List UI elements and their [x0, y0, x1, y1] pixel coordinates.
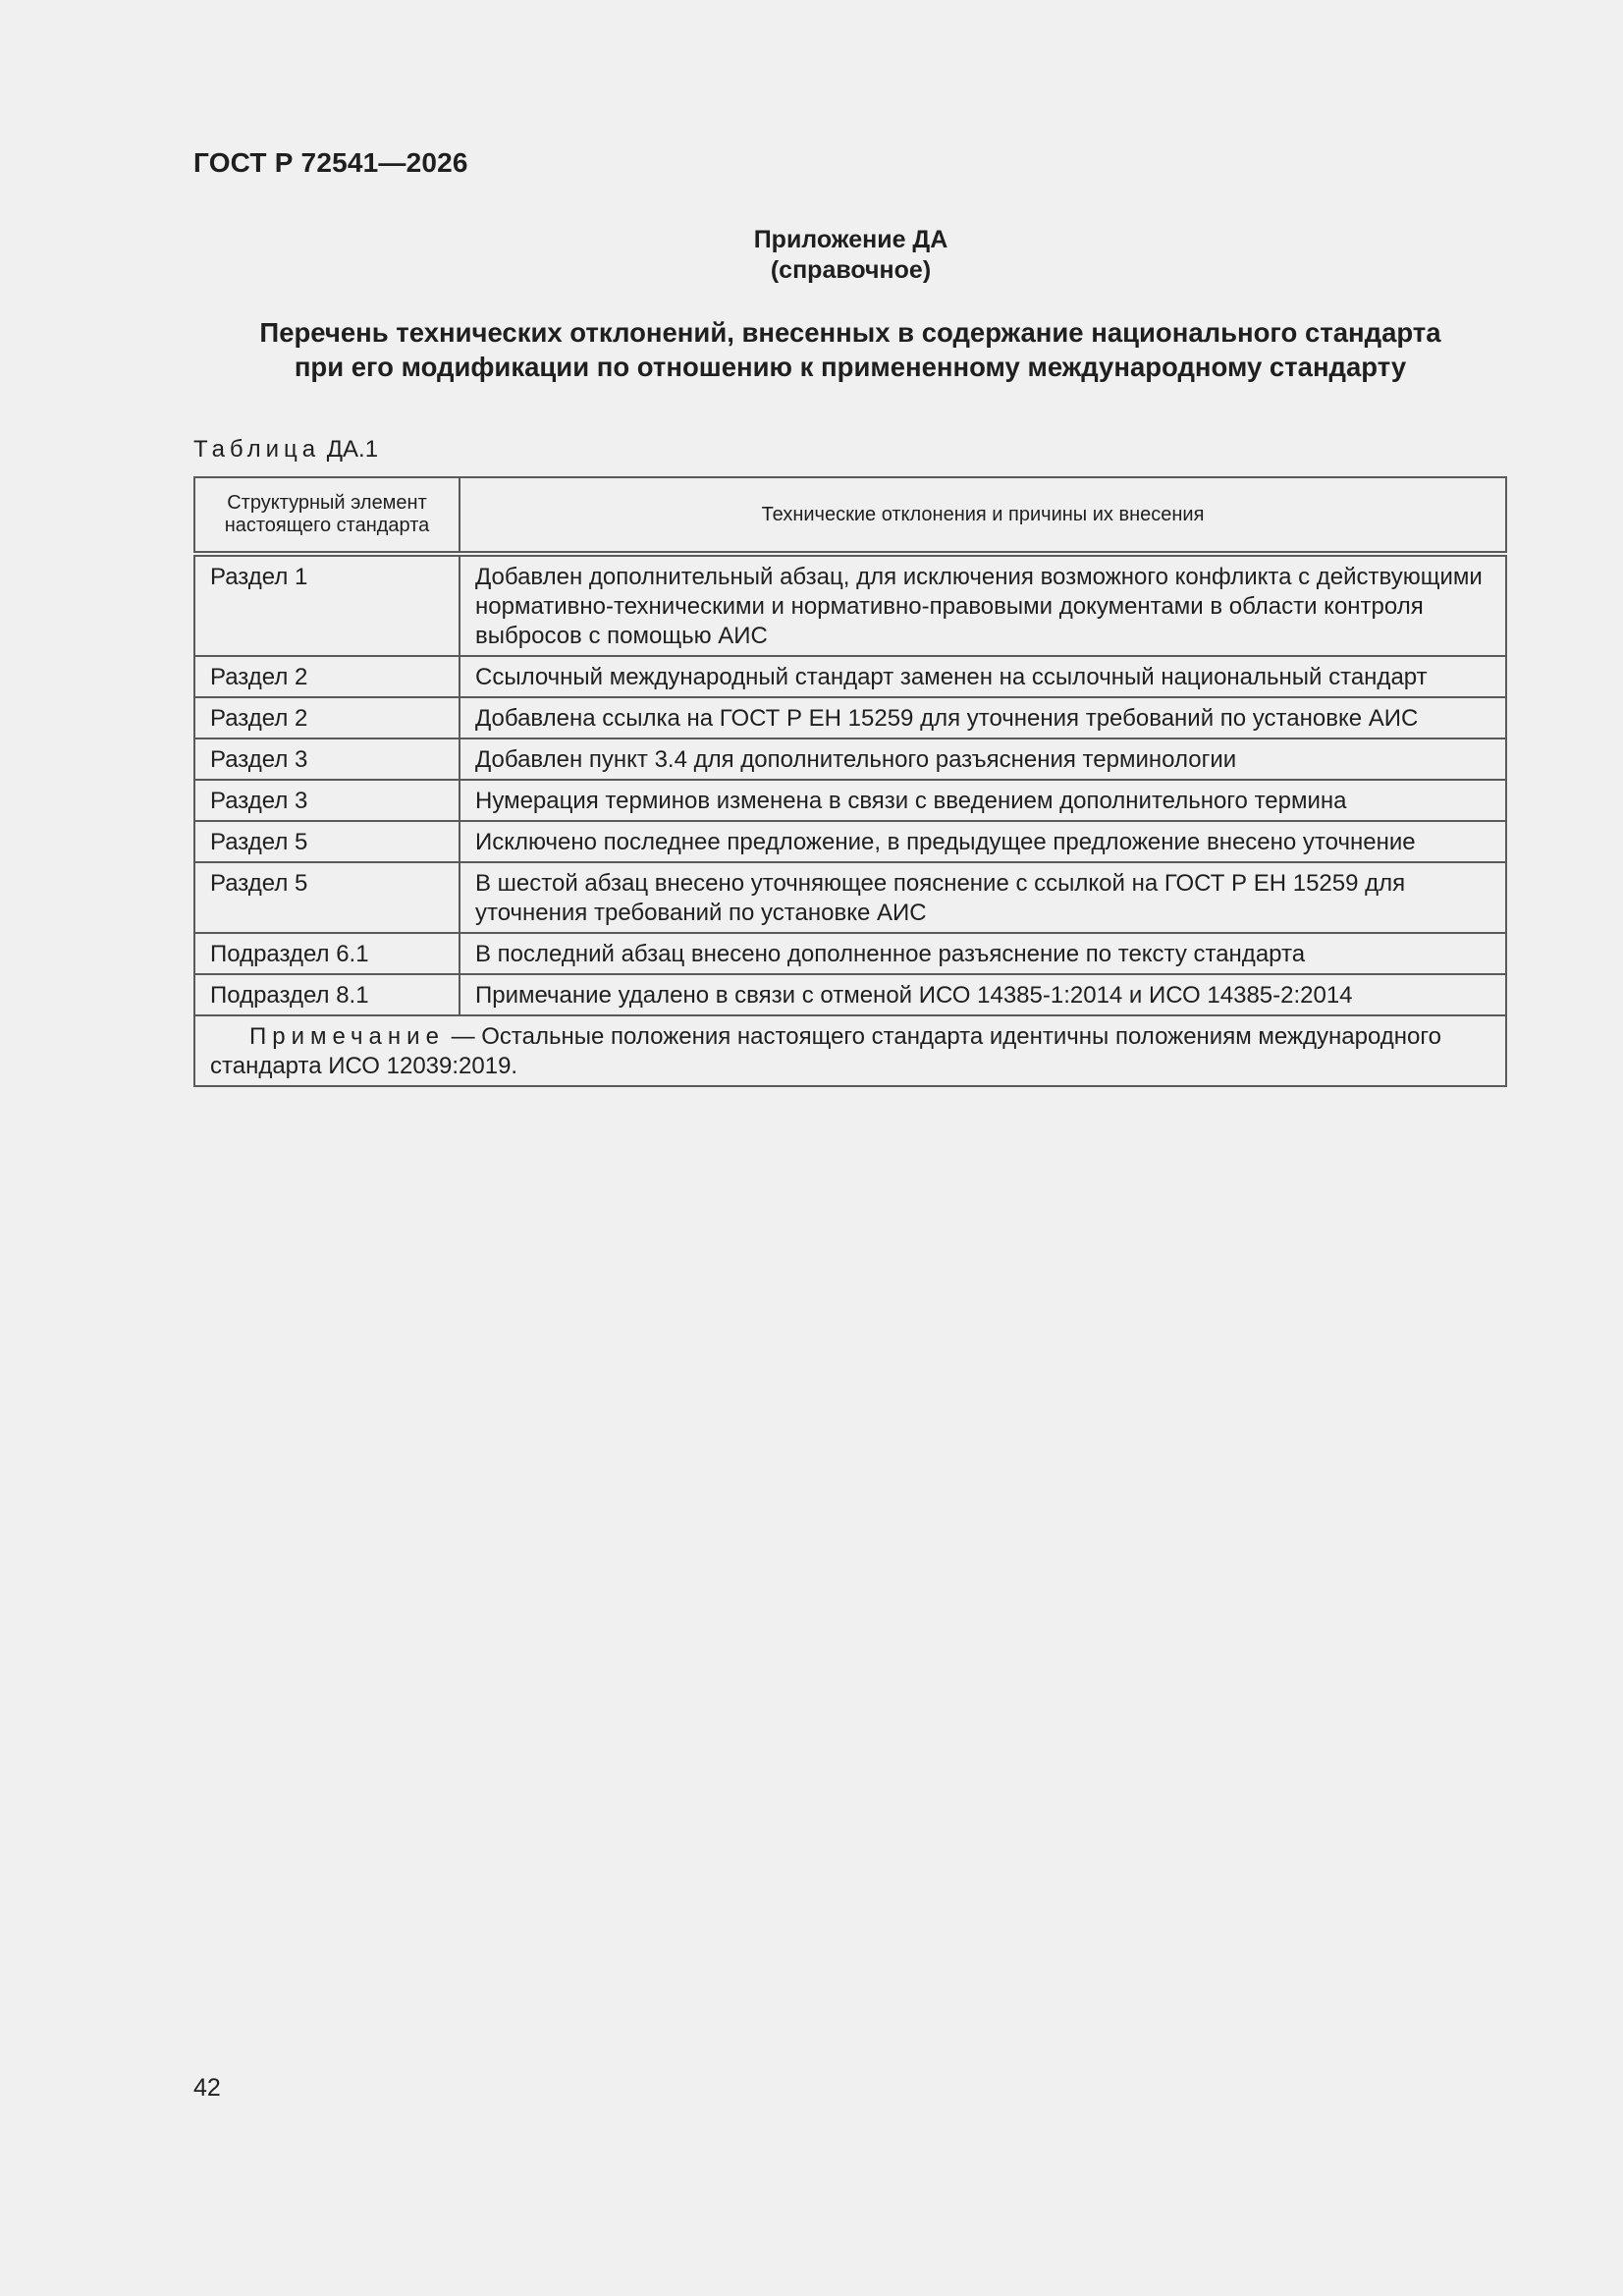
table-caption-number: ДА.1: [326, 436, 379, 463]
table-row: [194, 697, 1506, 738]
appendix-type: (справочное): [770, 256, 932, 284]
table-caption-label: Таблица: [193, 436, 321, 463]
note-text: — Остальные положения настоящего стандарта идентичны положениям международного стандарта ИСО 12039:2019.: [210, 1023, 1441, 1079]
cell-element: Подраздел 8.1: [194, 974, 460, 1015]
table-row: [194, 780, 1506, 821]
cell-description: Ссылочный международный стандарт заменен на ссылочный национальный стандарт: [460, 656, 1506, 697]
table-note-row: [194, 1015, 1506, 1086]
cell-element: Раздел 2: [194, 697, 460, 738]
cell-description: Добавлен пункт 3.4 для дополнительного разъяснения терминологии: [460, 738, 1506, 780]
cell-element: Раздел 2: [194, 656, 460, 697]
table-row: [194, 862, 1506, 933]
deviations-table: [193, 476, 1507, 1087]
table-row: [194, 974, 1506, 1015]
cell-element: Раздел 5: [194, 862, 460, 933]
column-header-deviations: Технические отклонения и причины их внесения: [460, 477, 1506, 554]
table-row: [194, 656, 1506, 697]
cell-description: Добавлен дополнительный абзац, для исключения возможного конфликта с действующими нормативно-техническими и нормативно-правовыми документами в области контроля выбросов с помощью АИС: [460, 554, 1506, 656]
cell-element: Подраздел 6.1: [194, 933, 460, 974]
appendix-heading-line-2: при его модификации по отношению к примененному международному стандарту: [294, 352, 1407, 382]
cell-description: Нумерация терминов изменена в связи с введением дополнительного термина: [460, 780, 1506, 821]
cell-element: Раздел 1: [194, 554, 460, 656]
cell-element: Раздел 3: [194, 780, 460, 821]
table-row: [194, 738, 1506, 780]
cell-description: Добавлена ссылка на ГОСТ Р ЕН 15259 для уточнения требований по установке АИС: [460, 697, 1506, 738]
appendix-heading-line-1: Перечень технических отклонений, внесенных в содержание национального стандарта: [259, 317, 1441, 348]
cell-description: В последний абзац внесено дополненное разъяснение по тексту стандарта: [460, 933, 1506, 974]
cell-element: Раздел 3: [194, 738, 460, 780]
table-note: [194, 1015, 1506, 1086]
cell-description: Исключено последнее предложение, в предыдущее предложение внесено уточнение: [460, 821, 1506, 862]
cell-description: В шестой абзац внесено уточняющее пояснение с ссылкой на ГОСТ Р ЕН 15259 для уточнения требований по установке АИС: [460, 862, 1506, 933]
column-header-element: Структурный элемент настоящего стандарта: [194, 477, 460, 554]
table-row: [194, 554, 1506, 656]
page-number: 42: [193, 2074, 221, 2102]
cell-element: Раздел 5: [194, 821, 460, 862]
table-row: [194, 821, 1506, 862]
appendix-title: Приложение ДА: [753, 226, 948, 253]
table-row: [194, 933, 1506, 974]
note-label: Примечание: [249, 1023, 445, 1050]
document-id: ГОСТ Р 72541—2026: [193, 147, 468, 178]
cell-description: Примечание удалено в связи с отменой ИСО 14385-1:2014 и ИСО 14385-2:2014: [460, 974, 1506, 1015]
table-header-row: [194, 477, 1506, 554]
table-caption: [193, 436, 378, 464]
